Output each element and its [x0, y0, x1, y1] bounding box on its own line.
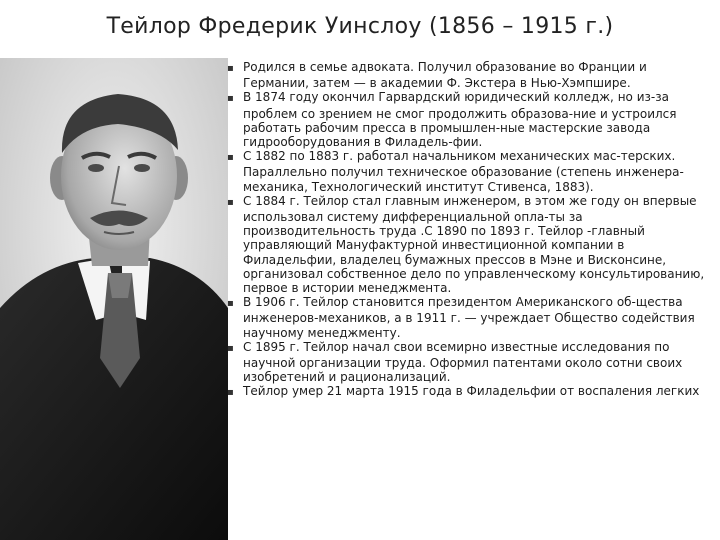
bio-item-death: ▪ Тейлор умер 21 марта 1915 года в Филадельфии от воспаления легких [214, 384, 714, 400]
bio-item-1884: ▪ С 1884 г. Тейлор стал главным инженером, в этом же году он впервые использовал систему дифференциальной опла-ты за производительность труда .С 1890 по 1893 г. Тейлор -главный управляющий Мануфактурной инвестиционной компании в Филадельфии, владелец бумажных прессов в Мэне и Висконсине, организовал собственное дело по управленческому консультированию, первое в истории менеджмента. [214, 194, 714, 295]
biography-list [214, 60, 714, 401]
slide-title: Тейлор Фредерик Уинслоу (1856 – 1915 г.) [106, 14, 614, 39]
bio-item-1906: ▪ В 1906 г. Тейлор становится президентом Американского об-щества инженеров-механиков, а в 1911 г. — учреждает Общество содействия научному менеджменту. [214, 295, 714, 340]
portrait-photo [0, 58, 228, 540]
bio-item-birth: ▪ Родился в семье адвоката. Получил образование во Франции и Германии, затем — в академии Ф. Экстера в Нью-Хэмпшире. [214, 60, 714, 90]
bio-item-1895: ▪ С 1895 г. Тейлор начал свои всемирно известные исследования по научной организации труда. Оформил патентами около сотни своих изобретений и рационализаций. [214, 340, 714, 385]
bio-item-1882: ▪ С 1882 по 1883 г. работал начальником механических мас-терских. Параллельно получил техническое образование (степень инженера-механика, Технологический институт Стивенса, 1883). [214, 149, 714, 194]
bio-item-1874: ▪ В 1874 году окончил Гарвардский юридический колледж, но из-за проблем со зрением не смог продолжить образова-ние и устроился работать рабочим пресса в промышлен-ные мастерские завода гидрооборудования в Филадель-фии. [214, 90, 714, 149]
